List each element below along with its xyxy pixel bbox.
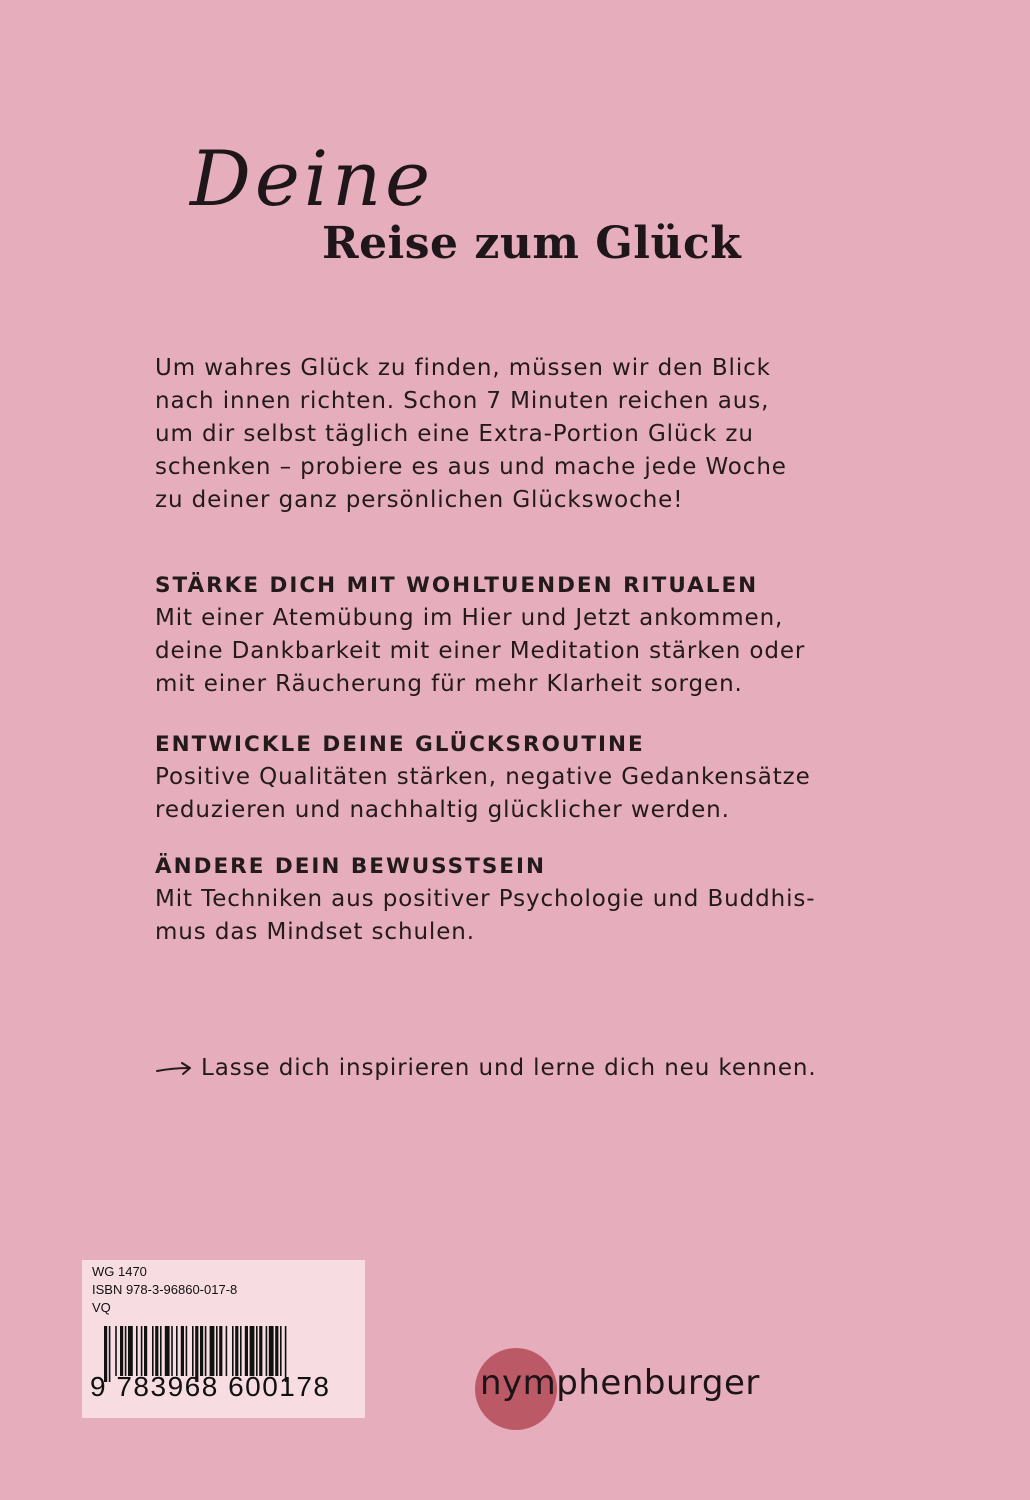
barcode-bar	[144, 1326, 147, 1376]
barcode-bar	[210, 1326, 215, 1376]
barcode-bar	[232, 1326, 234, 1376]
intro-line: Um wahres Glück zu finden, müssen wir den Blick	[155, 355, 771, 381]
barcode-bar	[152, 1326, 154, 1376]
barcode-bar	[181, 1326, 184, 1376]
barcode-bar	[219, 1326, 222, 1376]
barcode-bar	[226, 1326, 228, 1376]
barcode-bar	[280, 1326, 282, 1376]
call-to-action	[155, 1052, 817, 1085]
section-line: reduzieren und nachhaltig glücklicher werden.	[155, 797, 730, 823]
section-line: mus das Mindset schulen.	[155, 919, 475, 945]
section-routine	[155, 729, 895, 827]
intro-line: zu deiner ganz persönlichen Glückswoche!	[155, 487, 684, 513]
barcode-bar	[125, 1326, 127, 1376]
intro-line: um dir selbst täglich eine Extra-Portion Glück zu	[155, 421, 754, 447]
section-line: Positive Qualitäten stärken, negative Gedankensätze	[155, 764, 811, 790]
barcode-bar	[266, 1326, 268, 1376]
barcode-bar	[192, 1326, 194, 1376]
barcode-bar	[176, 1326, 178, 1376]
script-title-text: Deine	[190, 134, 435, 223]
barcode-bar	[155, 1326, 158, 1376]
barcode-bar	[171, 1326, 173, 1376]
section-heading: ENTWICKLE DEINE GLÜCKSROUTINE	[155, 732, 645, 757]
section-awareness	[155, 851, 895, 949]
barcode-bar	[165, 1326, 170, 1376]
barcode-bar	[136, 1326, 138, 1376]
barcode-bar	[115, 1326, 117, 1376]
barcode-bar	[200, 1326, 203, 1376]
section-line: mit einer Räucherung für mehr Klarheit sorgen.	[155, 671, 743, 697]
barcode-bar	[275, 1326, 278, 1376]
section-heading: ÄNDERE DEIN BEWUSSTSEIN	[155, 854, 546, 879]
section-line: Mit Techniken aus positiver Psychologie und Buddhis-	[155, 886, 816, 912]
script-title	[180, 110, 500, 230]
cta-text: Lasse dich inspirieren und lerne dich neu kennen.	[201, 1055, 817, 1081]
main-title: Reise zum Glück	[322, 218, 742, 269]
barcode-bar	[128, 1326, 133, 1376]
publisher-name: nymphenburger	[480, 1363, 760, 1403]
section-line: deine Dankbarkeit mit einer Meditation stärken oder	[155, 638, 806, 664]
barcode-bar	[250, 1326, 255, 1376]
barcode-bar	[235, 1326, 238, 1376]
intro-line: schenken – probiere es aus und mache jede Woche	[155, 454, 787, 480]
barcode-digits: 9 783968 600178	[90, 1371, 331, 1402]
barcode-bar	[259, 1326, 262, 1376]
barcode-bar	[269, 1326, 274, 1376]
barcode-bar	[245, 1326, 248, 1376]
barcode-bar	[160, 1326, 162, 1376]
script-title-svg	[180, 110, 500, 230]
barcode-code: VQ	[92, 1300, 111, 1315]
arrow-right-icon	[155, 1059, 195, 1079]
section-heading: STÄRKE DICH MIT WOHLTUENDEN RITUALEN	[155, 573, 759, 598]
barcode-bar	[205, 1326, 207, 1376]
section-line: Mit einer Atemübung im Hier und Jetzt ankommen,	[155, 605, 784, 631]
barcode-bar	[141, 1326, 143, 1376]
barcode-isbn: ISBN 978-3-96860-017-8	[92, 1282, 238, 1297]
section-body	[155, 761, 895, 827]
intro-line: nach innen richten. Schon 7 Minuten reichen aus,	[155, 388, 770, 414]
section-rituals	[155, 570, 895, 701]
barcode-bar	[120, 1326, 123, 1376]
barcode-bar	[256, 1326, 258, 1376]
publisher-logo	[472, 1345, 812, 1435]
barcode-bar	[216, 1326, 218, 1376]
barcode-wg: WG 1470	[92, 1264, 147, 1279]
barcode-label	[82, 1260, 365, 1418]
section-body	[155, 602, 895, 701]
section-body	[155, 883, 895, 949]
barcode-bar	[186, 1326, 188, 1376]
barcode-bar	[240, 1326, 242, 1376]
intro-paragraph	[155, 352, 875, 517]
